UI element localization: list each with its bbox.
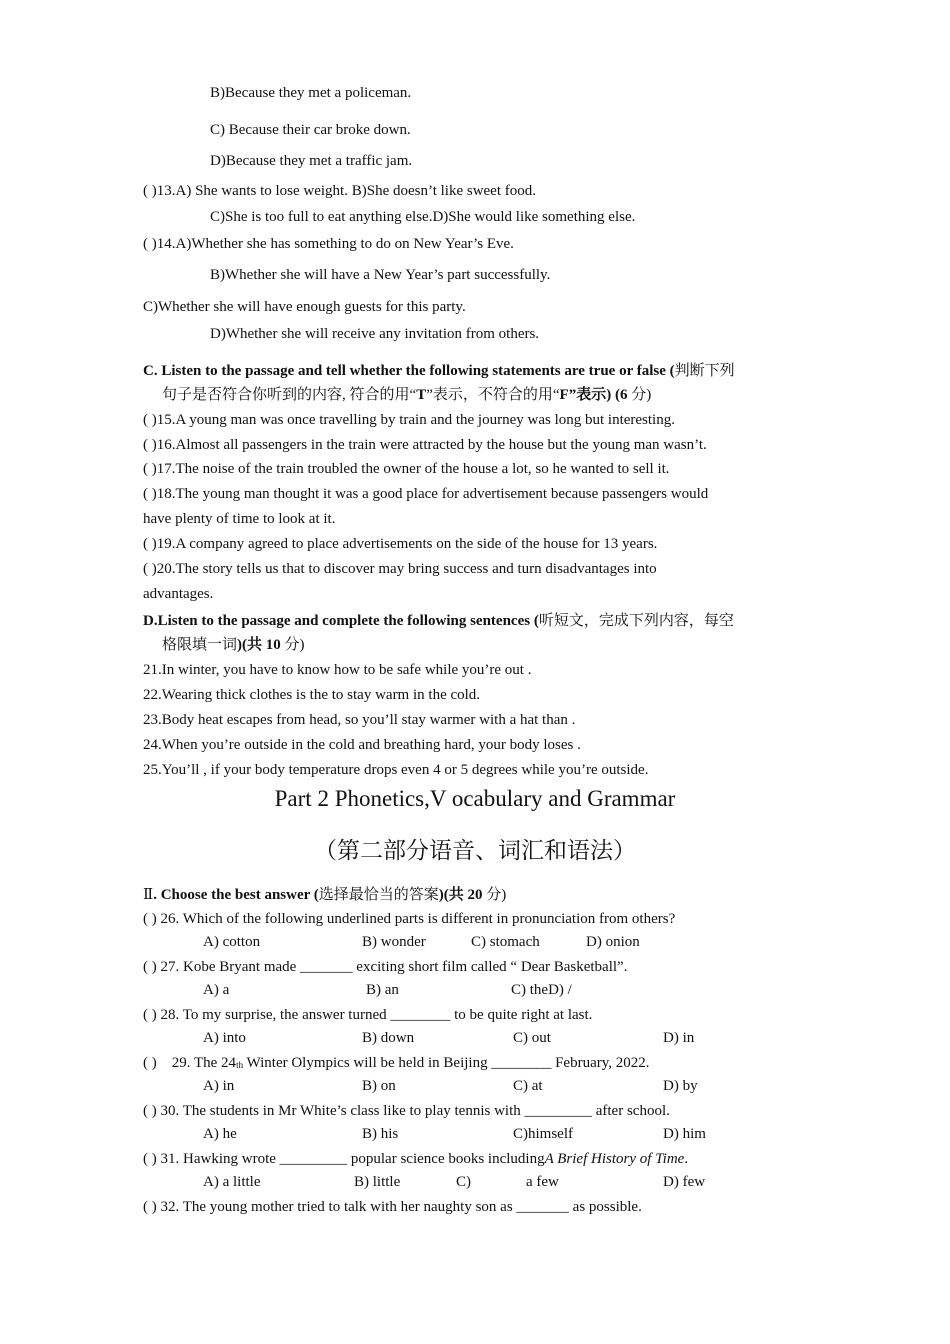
q14-option-c: C)Whether she will have enough guests for this party.	[143, 299, 466, 315]
q32-line: ( ) 32. The young mother tried to talk with her naughty son as _______ as possible.	[143, 1199, 642, 1215]
q30-option-a: A) he	[203, 1126, 237, 1142]
q26-option-c: C) stomach	[471, 934, 540, 950]
answer-bracket[interactable]: ( )	[143, 561, 157, 577]
q23-line: 23.Body heat escapes from head, so you’ll stay warmer with a hat than .	[143, 712, 576, 728]
q30-option-d: D) him	[663, 1126, 706, 1142]
q25-line: 25.You’ll , if your body temperature drops even 4 or 5 degrees while you’re outside.	[143, 762, 649, 778]
q24-line: 24.When you’re outside in the cold and breathing hard, your body loses .	[143, 737, 581, 753]
answer-bracket[interactable]: ( )	[143, 236, 157, 252]
q26-option-b: B) wonder	[362, 934, 426, 950]
q29-option-a: A) in	[203, 1078, 235, 1094]
part2-title: Part 2 Phonetics,V ocabulary and Grammar	[274, 786, 676, 811]
q26-line: ( ) 26. Which of the following underlined parts is different in pronunciation from others?	[143, 911, 676, 927]
q27-option-a: A) a	[203, 982, 230, 998]
q31-option-d: D) few	[663, 1174, 706, 1190]
q13-options-cd: C)She is too full to eat anything else.D)She would like something else.	[210, 209, 636, 225]
q30-option-c: C)himself	[513, 1126, 573, 1142]
answer-bracket[interactable]: ( )	[143, 911, 157, 927]
answer-bracket[interactable]: ( )	[143, 1151, 157, 1167]
q18-continuation: have plenty of time to look at it.	[143, 511, 336, 527]
q13-line	[143, 182, 536, 200]
q18-line: ( )18.The young man thought it was a good place for advertisement because passengers would	[143, 486, 709, 502]
section-c-heading-cont: 句子是否符合你听到的内容, 符合的用“T”表示，不符合的用“F”表示) (6 分)	[162, 387, 652, 403]
q12-option-c: C) Because their car broke down.	[210, 122, 411, 138]
q28-option-d: D) in	[663, 1030, 695, 1046]
section-c-heading: C. Listen to the passage and tell whether the following statements are true or false (判断下列	[143, 363, 735, 379]
section-ii-heading: Ⅱ. Choose the best answer (选择最恰当的答案)(共 20 分)	[143, 887, 507, 903]
answer-bracket[interactable]: ( )	[143, 1055, 157, 1071]
q28-option-a: A) into	[203, 1030, 246, 1046]
q15-line: ( )15.A young man was once travelling by train and the journey was long but interesting.	[143, 412, 675, 428]
q29-option-d: D) by	[663, 1078, 698, 1094]
q22-line: 22.Wearing thick clothes is the to stay warm in the cold.	[143, 687, 481, 703]
answer-bracket[interactable]: ( )	[143, 486, 157, 502]
q30-option-b: B) his	[362, 1126, 399, 1142]
answer-bracket[interactable]: ( )	[143, 412, 157, 428]
q14-option-b: B)Whether she will have a New Year’s part successfully.	[210, 267, 551, 283]
part2-subtitle: （第二部分语音、词汇和语法）	[314, 838, 636, 863]
answer-bracket[interactable]: ( )	[143, 1103, 157, 1119]
q14-text: 14.A)Whether she has something to do on New Year’s Eve.	[156, 236, 514, 252]
q31-option-c: a few	[526, 1174, 559, 1190]
answer-bracket[interactable]: ( )	[143, 536, 157, 552]
section-d-heading-cont: 格限填一词)(共 10 分)	[162, 637, 305, 653]
answer-bracket[interactable]: ( )	[143, 1007, 157, 1023]
q12-option-d: D)Because they met a traffic jam.	[210, 153, 413, 169]
q28-option-c: C) out	[513, 1030, 551, 1046]
q20-continuation: advantages.	[143, 586, 214, 602]
q19-line: ( )19.A company agreed to place advertisements on the side of the house for 13 years.	[143, 536, 658, 552]
q31-option-c-label: C)	[456, 1174, 471, 1190]
q28-line: ( ) 28. To my surprise, the answer turned ________ to be quite right at last.	[143, 1007, 593, 1023]
q29-option-b: B) on	[362, 1078, 396, 1094]
q12-option-b: B)Because they met a policeman.	[210, 85, 412, 101]
answer-bracket[interactable]: ( )	[143, 959, 157, 975]
answer-bracket[interactable]: ( )	[143, 437, 157, 453]
q16-line: ( )16.Almost all passengers in the train were attracted by the house but the young man wasn’t.	[143, 437, 707, 453]
q27-option-b: B) an	[366, 982, 399, 998]
q14-line	[143, 235, 514, 253]
q26-option-d: D) onion	[586, 934, 640, 950]
q31-option-a: A) a little	[203, 1174, 261, 1190]
answer-bracket[interactable]: ( )	[143, 1199, 157, 1215]
book-title: A Brief History of Time	[544, 1151, 685, 1167]
q13-text: 13.A) She wants to lose weight. B)She doesn’t like sweet food.	[156, 183, 537, 199]
q14-option-d: D)Whether she will receive any invitation from others.	[210, 326, 540, 342]
answer-bracket[interactable]: ( )	[143, 183, 157, 199]
q27-option-cd: C) theD) /	[511, 982, 572, 998]
q21-line: 21.In winter, you have to know how to be safe while you’re out .	[143, 662, 532, 678]
q29-line: ( ) 29. The 24th Winter Olympics will be held in Beijing ________ February, 2022.	[143, 1055, 650, 1071]
q30-line: ( ) 30. The students in Mr White’s class like to play tennis with _________ after school.	[143, 1103, 670, 1119]
q31-line: ( ) 31. Hawking wrote _________ popular science books includingA Brief History of Time.	[143, 1151, 689, 1167]
q27-line: ( ) 27. Kobe Bryant made _______ exciting short film called “ Dear Basketball”.	[143, 959, 628, 975]
q17-line: ( )17.The noise of the train troubled the owner of the house a lot, so he wanted to sell it.	[143, 461, 670, 477]
q28-option-b: B) down	[362, 1030, 415, 1046]
q26-option-a: A) cotton	[203, 934, 261, 950]
q29-option-c: C) at	[513, 1078, 543, 1094]
q31-option-b: B) little	[354, 1174, 401, 1190]
answer-bracket[interactable]: ( )	[143, 461, 157, 477]
q20-line: ( )20.The story tells us that to discover may bring success and turn disadvantages into	[143, 561, 657, 577]
section-d-heading: D.Listen to the passage and complete the following sentences (听短文，完成下列内容，每空	[143, 613, 734, 629]
